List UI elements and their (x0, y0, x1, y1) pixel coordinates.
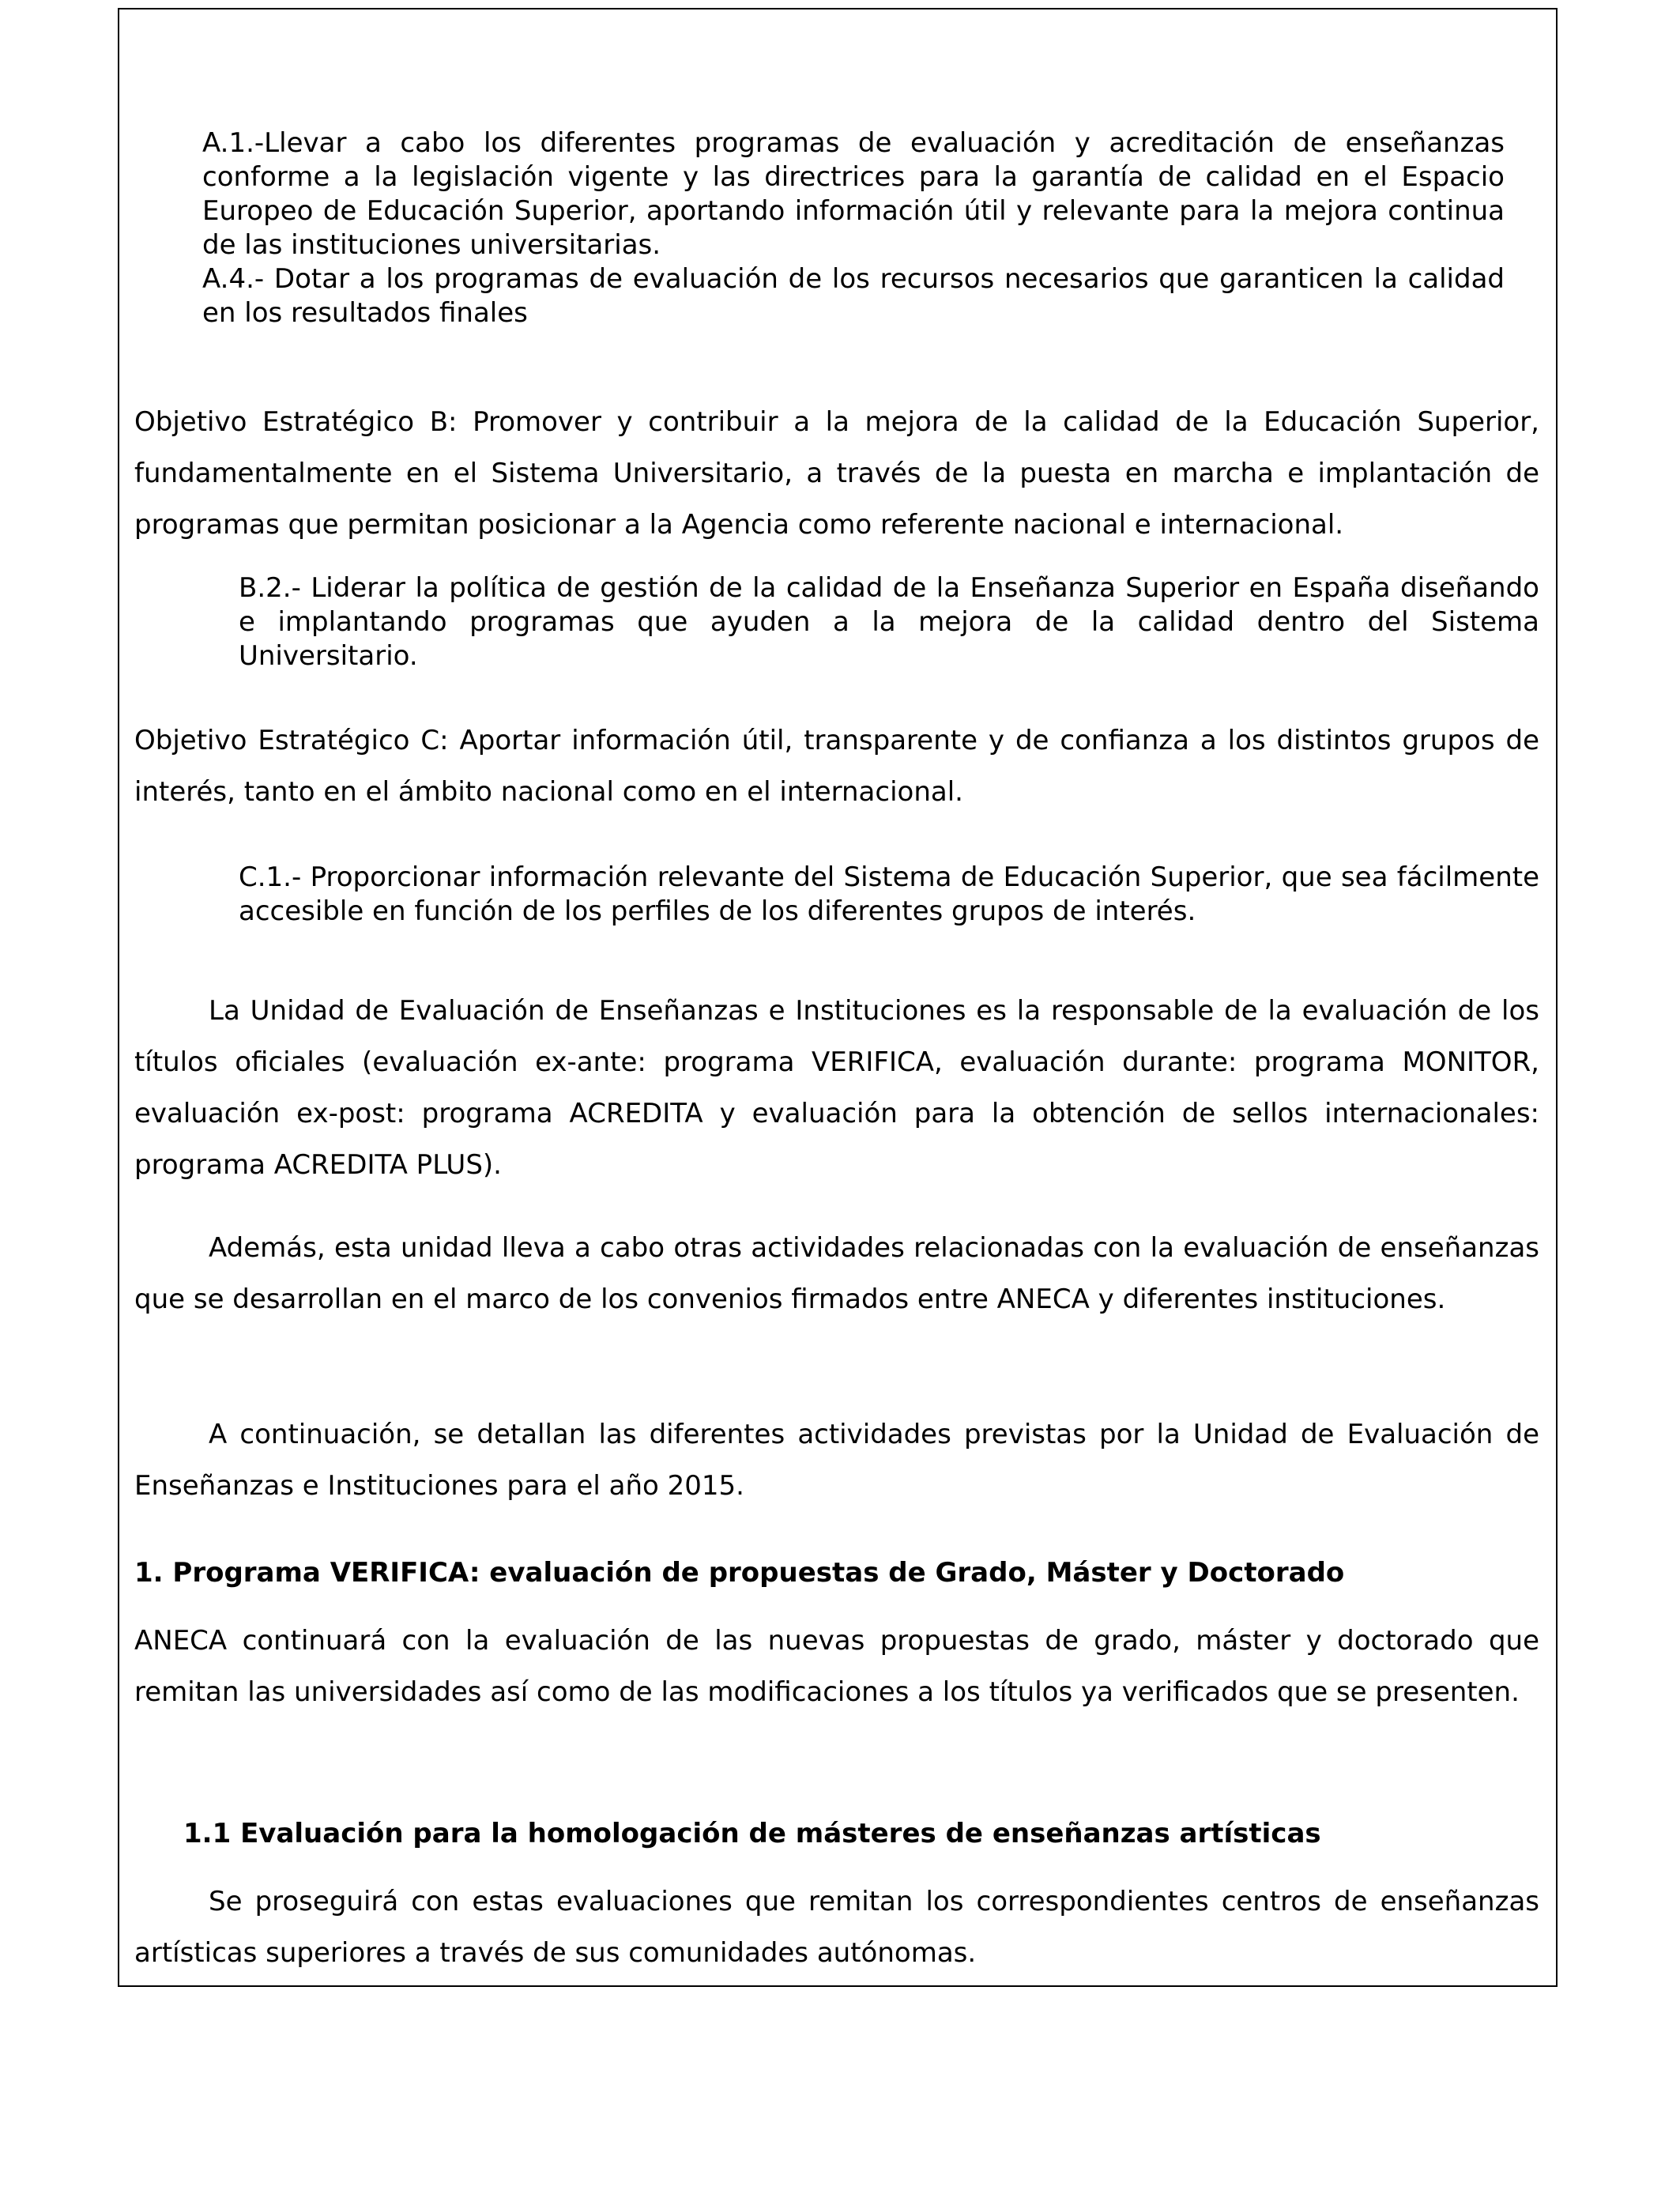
planned-activities-paragraph: A continuación, se detallan las diferentes actividades previstas por la Unidad de Evaluación de Enseñanzas e Instituciones para el año 2015. (134, 1419, 1539, 1502)
objective-a4-item: A.4.- Dotar a los programas de evaluación de los recursos necesarios que garanticen la calidad en los resultados finales (202, 263, 1505, 329)
objective-c-paragraph: Objetivo Estratégico C: Aportar información útil, transparente y de confianza a los distintos grupos de interés, tanto en el ámbito nacional como en el internacional. (134, 725, 1539, 808)
section-1-1-body: Se proseguirá con estas evaluaciones que remitan los correspondientes centros de enseñanzas artísticas superiores a través de sus comunidades autónomas. (134, 1886, 1539, 1969)
unit-responsibility-paragraph: La Unidad de Evaluación de Enseñanzas e Instituciones es la responsable de la evaluación de los títulos oficiales (evaluación ex-ante: programa VERIFICA, evaluación durante: programa MONITOR, evaluación ex-post: programa ACREDITA y evaluación para la obtención de sellos internacionales: programa ACREDITA PLUS). (134, 995, 1539, 1181)
objective-a1-item: A.1.-Llevar a cabo los diferentes programas de evaluación y acreditación de enseñanzas conforme a la legislación vigente y las directrices para la garantía de calidad en el Espacio Europeo de Educación Superior, aportando información útil y relevante para la mejora continua de las instituciones universitarias. (202, 127, 1505, 261)
objective-c1-item: C.1.- Proporcionar información relevante del Sistema de Educación Superior, que sea fácilmente accesible en función de los perfiles de los diferentes grupos de interés. (239, 861, 1539, 927)
section-1-heading: 1. Programa VERIFICA: evaluación de propuestas de Grado, Máster y Doctorado (134, 1557, 1345, 1589)
section-1-body: ANECA continuará con la evaluación de las nuevas propuestas de grado, máster y doctorado que remitan las universidades así como de las modificaciones a los títulos ya verificados que se presenten. (134, 1625, 1539, 1708)
other-activities-paragraph: Además, esta unidad lleva a cabo otras actividades relacionadas con la evaluación de enseñanzas que se desarrollan en el marco de los convenios firmados entre ANECA y diferentes instituciones. (134, 1232, 1539, 1315)
objective-b2-item: B.2.- Liderar la política de gestión de la calidad de la Enseñanza Superior en España diseñando e implantando programas que ayuden a la mejora de la calidad dentro del Sistema Universitario. (239, 572, 1539, 672)
objective-b-paragraph: Objetivo Estratégico B: Promover y contribuir a la mejora de la calidad de la Educación Superior, fundamentalmente en el Sistema Universitario, a través de la puesta en marcha e implantación de programas que permitan posicionar a la Agencia como referente nacional e internacional. (134, 406, 1539, 541)
section-1-1-heading: 1.1 Evaluación para la homologación de másteres de enseñanzas artísticas (183, 1818, 1321, 1849)
